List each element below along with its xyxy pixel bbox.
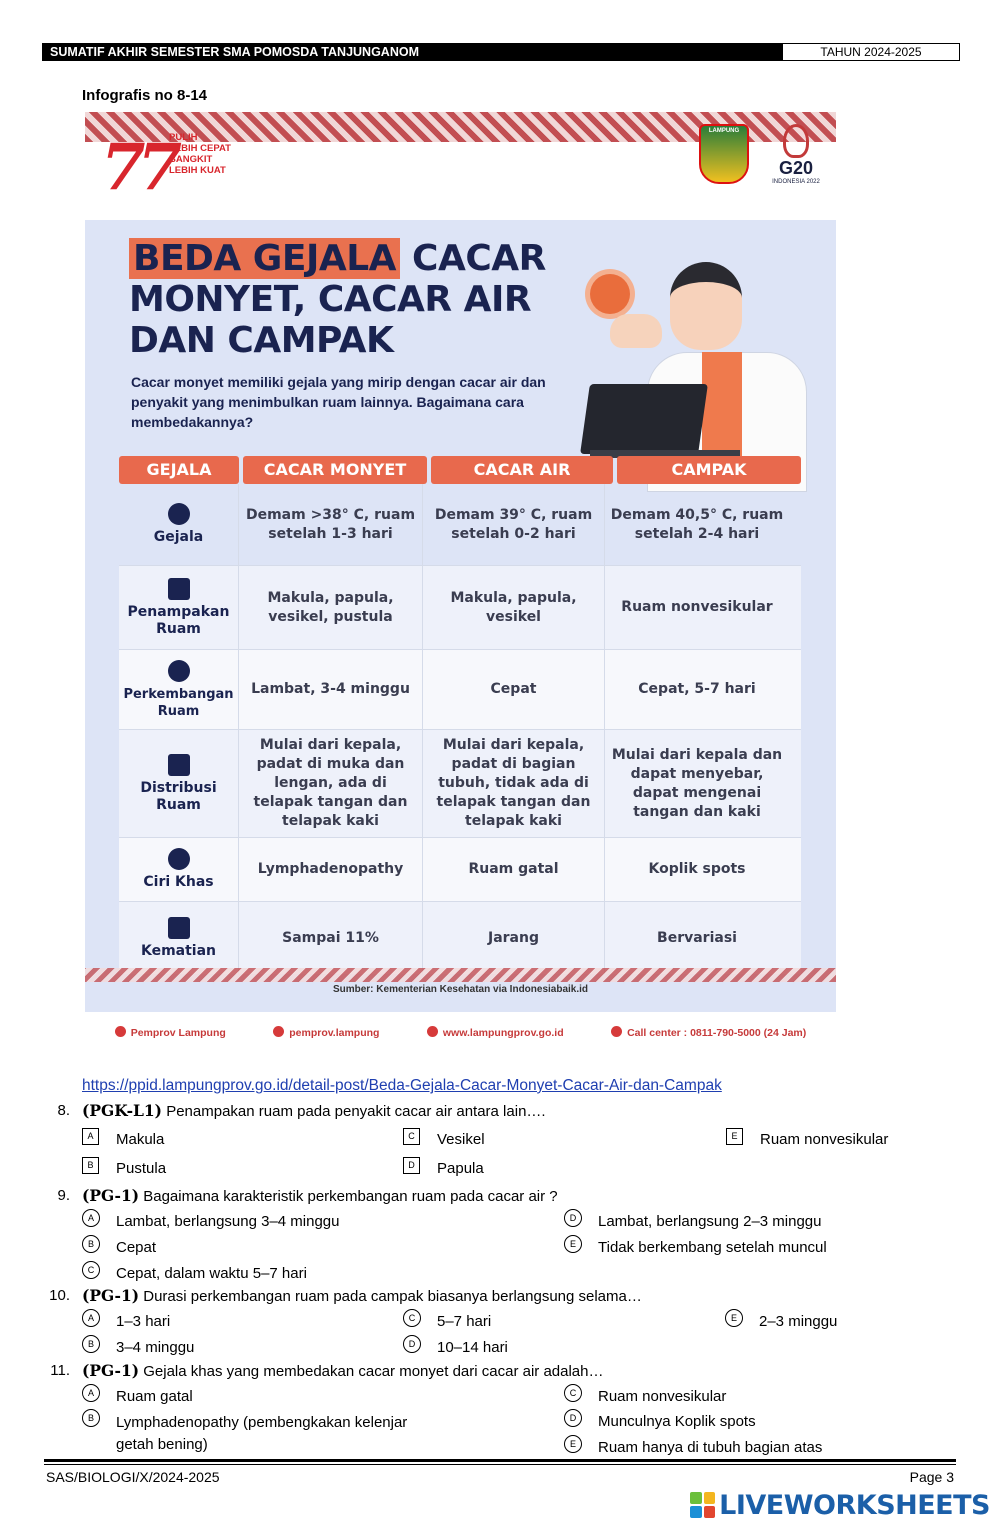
option-letter: D	[564, 1409, 582, 1427]
infographic-subtitle: Cacar monyet memiliki gejala yang mirip dengan cacar air dan penyakit yang menimbulkan ruam lainnya. Bagaimana cara membedakannya?	[131, 374, 546, 430]
table-header	[119, 456, 801, 484]
table-row	[119, 902, 801, 974]
table-cell: Mulai dari kepala dan dapat menyebar, dapat mengenai tangan dan kaki	[611, 746, 783, 820]
phone-icon	[611, 1026, 622, 1037]
question-text: (PG-1) Gejala khas yang membedakan cacar monyet dari cacar air adalah…	[82, 1361, 604, 1380]
table-header-cell: CACAR MONYET	[243, 456, 427, 484]
option-b[interactable]: B Cepat	[82, 1238, 156, 1258]
option-a[interactable]: A Lambat, berlangsung 3–4 minggu	[82, 1212, 340, 1232]
question-9	[0, 1186, 1000, 1208]
slogan: PULIH LEBIH CEPAT BANGKIT LEBIH KUAT	[169, 132, 231, 176]
row-label: Kematian	[119, 902, 239, 974]
heading-rest: CACAR MONYET, CACAR AIR DAN CAMPAK	[129, 238, 546, 361]
question-10	[0, 1286, 1000, 1308]
lampung-emblem-icon: LAMPUNG	[699, 124, 749, 184]
option-c[interactable]: C 5–7 hari	[403, 1312, 491, 1332]
footer-divider	[44, 1459, 956, 1462]
g20-mark-icon	[783, 124, 809, 158]
option-letter: D	[403, 1157, 420, 1174]
row-label: Penampakan Ruam	[119, 566, 239, 649]
facebook-item: Pemprov Lampung	[115, 1026, 226, 1039]
table-cell: Mulai dari kepala, padat di bagian tubuh, tidak ada di telapak tangan dan telapak kaki	[423, 730, 605, 837]
table-cell: Sampai 11%	[239, 902, 423, 974]
row-label: Gejala	[119, 484, 239, 565]
option-letter: A	[82, 1128, 99, 1145]
table-cell: Demam >38° C, ruam setelah 1-3 hari	[239, 484, 423, 565]
table-cell: Cepat, 5-7 hari	[638, 681, 756, 697]
row-label: Perkembangan Ruam	[119, 650, 239, 729]
question-8	[0, 1101, 1000, 1123]
table-row	[119, 650, 801, 730]
row-label: Ciri Khas	[119, 838, 239, 901]
rash-hand-icon	[610, 314, 662, 348]
doctor-shirt	[702, 352, 742, 462]
option-d[interactable]: D 10–14 hari	[403, 1338, 508, 1358]
table-header-cell: GEJALA	[119, 456, 239, 484]
infographic-heading	[129, 238, 609, 361]
table-cell: Makula, papula, vesikel	[423, 566, 605, 649]
table-cell: Mulai dari kepala, padat di muka dan lengan, ada di telapak tangan dan telapak kaki	[239, 730, 423, 837]
question-number: 11.	[50, 1362, 70, 1379]
source-link[interactable]: https://ppid.lampungprov.go.id/detail-post/Beda-Gejala-Cacar-Monyet-Cacar-Air-dan-Campak	[82, 1077, 722, 1094]
table-cell: Bervariasi	[657, 929, 737, 946]
option-letter: E	[564, 1435, 582, 1453]
website-item: www.lampungprov.go.id	[427, 1026, 564, 1039]
option-d[interactable]: D Papula	[403, 1159, 484, 1179]
table-row	[119, 566, 801, 650]
option-letter: C	[82, 1261, 100, 1279]
g20-logo: G20 INDONESIA 2022	[771, 124, 821, 204]
option-d[interactable]: D Munculnya Koplik spots	[564, 1412, 756, 1432]
fever-icon	[168, 503, 190, 525]
globe-icon	[427, 1026, 438, 1037]
table-cell: Cepat	[423, 650, 605, 729]
option-b[interactable]: B Pustula	[82, 1159, 166, 1179]
option-d[interactable]: D Lambat, berlangsung 2–3 minggu	[564, 1212, 822, 1232]
option-letter: E	[725, 1309, 743, 1327]
callcenter-item: Call center : 0811-790-5000 (24 Jam)	[611, 1026, 806, 1039]
infographic-label: Infografis no 8-14	[82, 87, 208, 104]
instagram-icon	[273, 1026, 284, 1037]
option-letter: B	[82, 1235, 100, 1253]
table-row	[119, 730, 801, 838]
option-a[interactable]: A 1–3 hari	[82, 1312, 170, 1332]
liveworksheets-icon	[690, 1492, 715, 1518]
option-letter: C	[564, 1384, 582, 1402]
option-a[interactable]: A Ruam gatal	[82, 1387, 193, 1407]
table-header-cell: CAMPAK	[617, 456, 801, 484]
magnifier-icon	[168, 848, 190, 870]
table-cell: Makula, papula, vesikel, pustula	[239, 566, 423, 649]
table-cell: Lymphadenopathy	[239, 838, 423, 901]
option-c[interactable]: C Ruam nonvesikular	[564, 1387, 726, 1407]
question-number: 10.	[49, 1287, 70, 1304]
option-letter: E	[726, 1128, 743, 1145]
table-cell: Demam 40,5° C, ruam setelah 2-4 hari	[610, 506, 784, 542]
question-11	[0, 1361, 1000, 1383]
option-letter: B	[82, 1335, 100, 1353]
option-a[interactable]: A Makula	[82, 1130, 164, 1150]
table-cell: Jarang	[423, 902, 605, 974]
table-cell: Lambat, 3-4 minggu	[239, 650, 423, 729]
table-cell: Ruam nonvesikular	[621, 599, 773, 615]
question-number: 8.	[57, 1102, 70, 1119]
table-cell: Ruam gatal	[423, 838, 605, 901]
page-number: Page 3	[909, 1469, 954, 1485]
header-title: SUMATIF AKHIR SEMESTER SMA POMOSDA TANJUNGANOM	[42, 43, 782, 61]
table-cell: Demam 39° C, ruam setelah 0-2 hari	[423, 484, 605, 565]
header-year: TAHUN 2024-2025	[782, 43, 960, 61]
table-row	[119, 484, 801, 566]
option-letter: B	[82, 1157, 99, 1174]
option-letter: C	[403, 1309, 421, 1327]
question-number: 9.	[57, 1187, 70, 1204]
option-letter: B	[82, 1409, 100, 1427]
infographic-footer	[85, 1012, 836, 1052]
option-b[interactable]: B Lymphadenopathy (pembengkakan kelenjar getah bening)	[82, 1412, 462, 1456]
hand-icon	[168, 578, 190, 600]
footer-divider-thin	[44, 1464, 956, 1465]
option-c[interactable]: C Vesikel	[403, 1130, 485, 1150]
comparison-table	[119, 456, 801, 974]
decorative-pattern-bottom	[85, 968, 836, 982]
option-letter: D	[403, 1335, 421, 1353]
infographic-source: Sumber: Kementerian Kesehatan via Indonesiabaik.id	[332, 984, 589, 995]
row-label: Distribusi Ruam	[119, 730, 239, 837]
option-letter: A	[82, 1209, 100, 1227]
option-letter: D	[564, 1209, 582, 1227]
table-row	[119, 838, 801, 902]
facebook-icon	[115, 1026, 126, 1037]
question-text: (PG-1) Bagaimana karakteristik perkembangan ruam pada cacar air ?	[82, 1186, 558, 1205]
person-microscope-icon	[168, 660, 190, 682]
option-e[interactable]: E Ruam nonvesikular	[726, 1130, 888, 1150]
laptop-icon	[580, 384, 708, 454]
doctor-head	[670, 262, 742, 350]
option-e[interactable]: E Tidak berkembang setelah muncul	[564, 1238, 827, 1258]
option-e[interactable]: E 2–3 minggu	[725, 1312, 837, 1332]
option-letter: A	[82, 1309, 100, 1327]
page-header	[42, 43, 960, 61]
hut-77-logo: 77	[101, 130, 175, 205]
table-cell: Koplik spots	[648, 861, 746, 877]
option-b[interactable]: B 3–4 minggu	[82, 1338, 194, 1358]
question-text: (PG-1) Durasi perkembangan ruam pada campak biasanya berlangsung selama…	[82, 1286, 642, 1305]
virus-icon	[590, 274, 630, 314]
table-header-cell: CACAR AIR	[431, 456, 613, 484]
heading-highlight: BEDA GEJALA	[129, 238, 400, 279]
liveworksheets-text: LIVEWORKSHEETS	[719, 1489, 990, 1521]
body-distribution-icon	[168, 754, 190, 776]
question-text: (PGK-L1) Penampakan ruam pada penyakit cacar air antara lain….	[82, 1101, 546, 1120]
option-letter: C	[403, 1128, 420, 1145]
instagram-item: pemprov.lampung	[273, 1026, 379, 1039]
option-letter: E	[564, 1235, 582, 1253]
option-c[interactable]: C Cepat, dalam waktu 5–7 hari	[82, 1264, 307, 1284]
option-letter: A	[82, 1384, 100, 1402]
tombstone-icon	[168, 917, 190, 939]
footer-code: SAS/BIOLOGI/X/2024-2025	[46, 1469, 220, 1485]
option-e[interactable]: E Ruam hanya di tubuh bagian atas	[564, 1438, 822, 1458]
liveworksheets-logo	[690, 1487, 990, 1523]
infographic	[85, 112, 836, 1052]
